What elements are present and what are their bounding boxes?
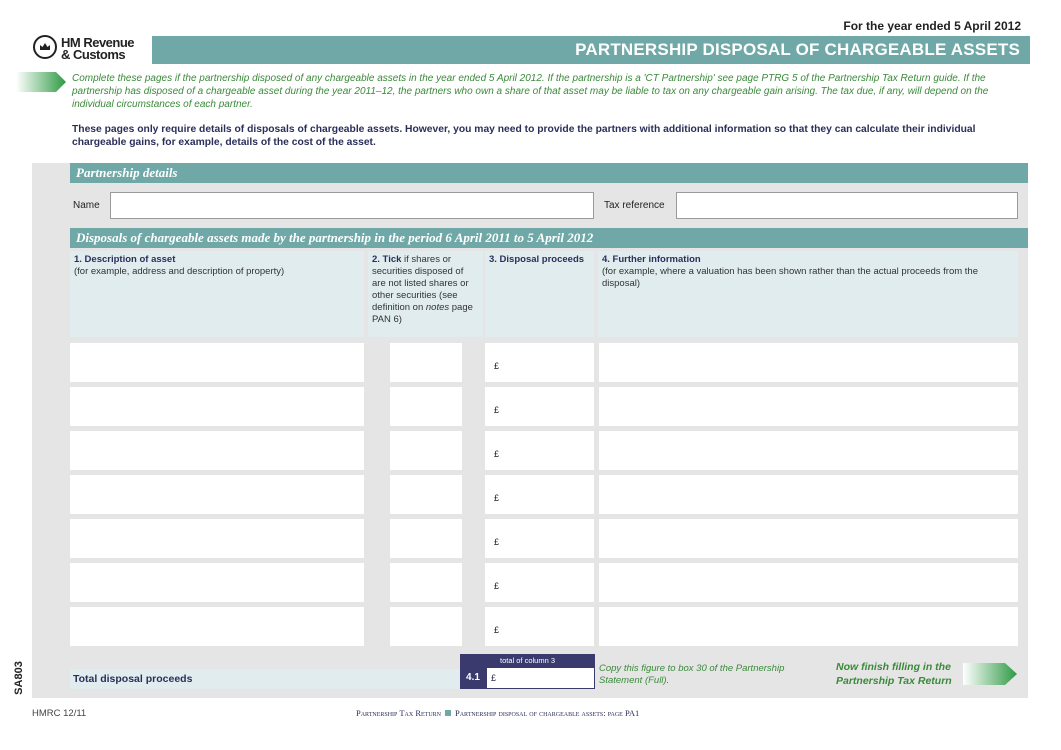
tick-box[interactable] (390, 387, 462, 426)
column-subtitle: (for example, address and description of property) (74, 266, 285, 277)
arrow-icon (16, 72, 66, 92)
further-info-field[interactable] (599, 387, 1018, 426)
finish-instruction: Now finish filling in the Partnership Tax Return (836, 661, 952, 687)
description-field[interactable] (70, 343, 364, 382)
column-title: 2. Tick (372, 254, 402, 265)
proceeds-field[interactable] (485, 475, 594, 514)
logo-text-line1: HM Revenue (61, 35, 135, 50)
column-header-further-info (598, 251, 1018, 337)
form-panel (32, 163, 1028, 698)
tax-year-label: For the year ended 5 April 2012 (843, 19, 1021, 33)
footer-code: HMRC 12/11 (32, 708, 87, 719)
tick-box[interactable] (390, 431, 462, 470)
currency-symbol: £ (494, 405, 500, 415)
currency-symbol: £ (494, 493, 500, 503)
currency-symbol: £ (494, 449, 500, 459)
currency-symbol: £ (494, 625, 500, 635)
crown-icon (33, 35, 57, 59)
tax-reference-label: Tax reference (604, 200, 665, 211)
column-header-description (70, 251, 364, 337)
column-header-tick (368, 251, 483, 337)
column-subtitle: if shares or securities disposed of are not listed shares or other securities (see definition on (372, 254, 469, 313)
column-title: 1. Description of asset (74, 254, 176, 265)
description-field[interactable] (70, 431, 364, 470)
column-subtitle-end: page PAN 6) (372, 302, 473, 325)
description-field[interactable] (70, 607, 364, 646)
notes-word: notes (425, 302, 450, 313)
further-info-field[interactable] (599, 431, 1018, 470)
note-text: These pages only require details of disposals of chargeable assets. However, you may need to provide the partners with additional information so that they can calculate their individual chargeable gains, for example, details of the cost of the asset. (72, 124, 976, 148)
total-proceeds-field[interactable] (486, 667, 595, 689)
box-4-1-number: 4.1 (460, 667, 486, 689)
name-label: Name (73, 200, 100, 211)
tick-box[interactable] (390, 563, 462, 602)
proceeds-field[interactable] (485, 607, 594, 646)
proceeds-field[interactable] (485, 387, 594, 426)
further-info-field[interactable] (599, 475, 1018, 514)
further-info-field[interactable] (599, 343, 1018, 382)
section-title: Partnership details (76, 165, 178, 180)
description-field[interactable] (70, 387, 364, 426)
currency-symbol: £ (494, 537, 500, 547)
currency-symbol: £ (494, 581, 500, 591)
column-title: 4. Further information (602, 254, 701, 265)
proceeds-field[interactable] (485, 563, 594, 602)
proceeds-field[interactable] (485, 343, 594, 382)
title-bar (152, 36, 1030, 64)
copy-instruction: Copy this figure to box 30 of the Partnership Statement (Full). (599, 663, 785, 686)
tick-box[interactable] (390, 519, 462, 558)
proceeds-field[interactable] (485, 519, 594, 558)
tax-reference-field[interactable] (676, 192, 1018, 219)
footer-page-label (356, 708, 639, 718)
description-field[interactable] (70, 475, 364, 514)
disposals-header (70, 228, 1028, 248)
intro-text: Complete these pages if the partnership disposed of any chargeable assets in the year ended 5 April 2012. If the partnership is a 'CT Partnership' see page PTRG 5 of the Partnership Tax Return guide. If the partnership has disposed of a chargeable asset during the year 2011–12, the partners who own a share of that asset may be liable to tax on any chargeable gain arising. The tax due, if any, will depend on the individual circumstances of each partner. (72, 73, 989, 110)
column-title: 3. Disposal proceeds (489, 254, 585, 265)
further-info-field[interactable] (599, 519, 1018, 558)
tick-box[interactable] (390, 607, 462, 646)
form-code-text: SA803 (12, 661, 25, 695)
currency-symbol: £ (494, 361, 500, 371)
hmrc-logo (33, 35, 153, 65)
name-field[interactable] (110, 192, 594, 219)
further-info-field[interactable] (599, 607, 1018, 646)
form-code (10, 660, 34, 700)
column-subtitle: (for example, where a valuation has been shown rather than the actual proceeds from the disposal) (602, 266, 978, 289)
description-field[interactable] (70, 519, 364, 558)
tick-box[interactable] (390, 343, 462, 382)
arrow-icon (963, 663, 1017, 685)
description-field[interactable] (70, 563, 364, 602)
partnership-details-header (70, 163, 1028, 183)
logo-text-line2: & Customs (61, 47, 126, 62)
column-header-proceeds (485, 251, 594, 337)
currency-symbol: £ (491, 673, 497, 683)
page-title: PARTNERSHIP DISPOSAL OF CHARGEABLE ASSETS (575, 40, 1020, 59)
section-title: Disposals of chargeable assets made by the partnership in the period 6 April 2011 to 5 April 2012 (76, 230, 594, 245)
total-label: Total disposal proceeds (73, 673, 193, 685)
footer-part-a: Partnership Tax Return (356, 708, 441, 718)
footer-part-b: Partnership disposal of chargeable assets: page PA1 (455, 708, 640, 718)
square-icon (445, 710, 451, 716)
proceeds-field[interactable] (485, 431, 594, 470)
tick-box[interactable] (390, 475, 462, 514)
box-4-1-header: total of column 3 (460, 654, 595, 667)
further-info-field[interactable] (599, 563, 1018, 602)
